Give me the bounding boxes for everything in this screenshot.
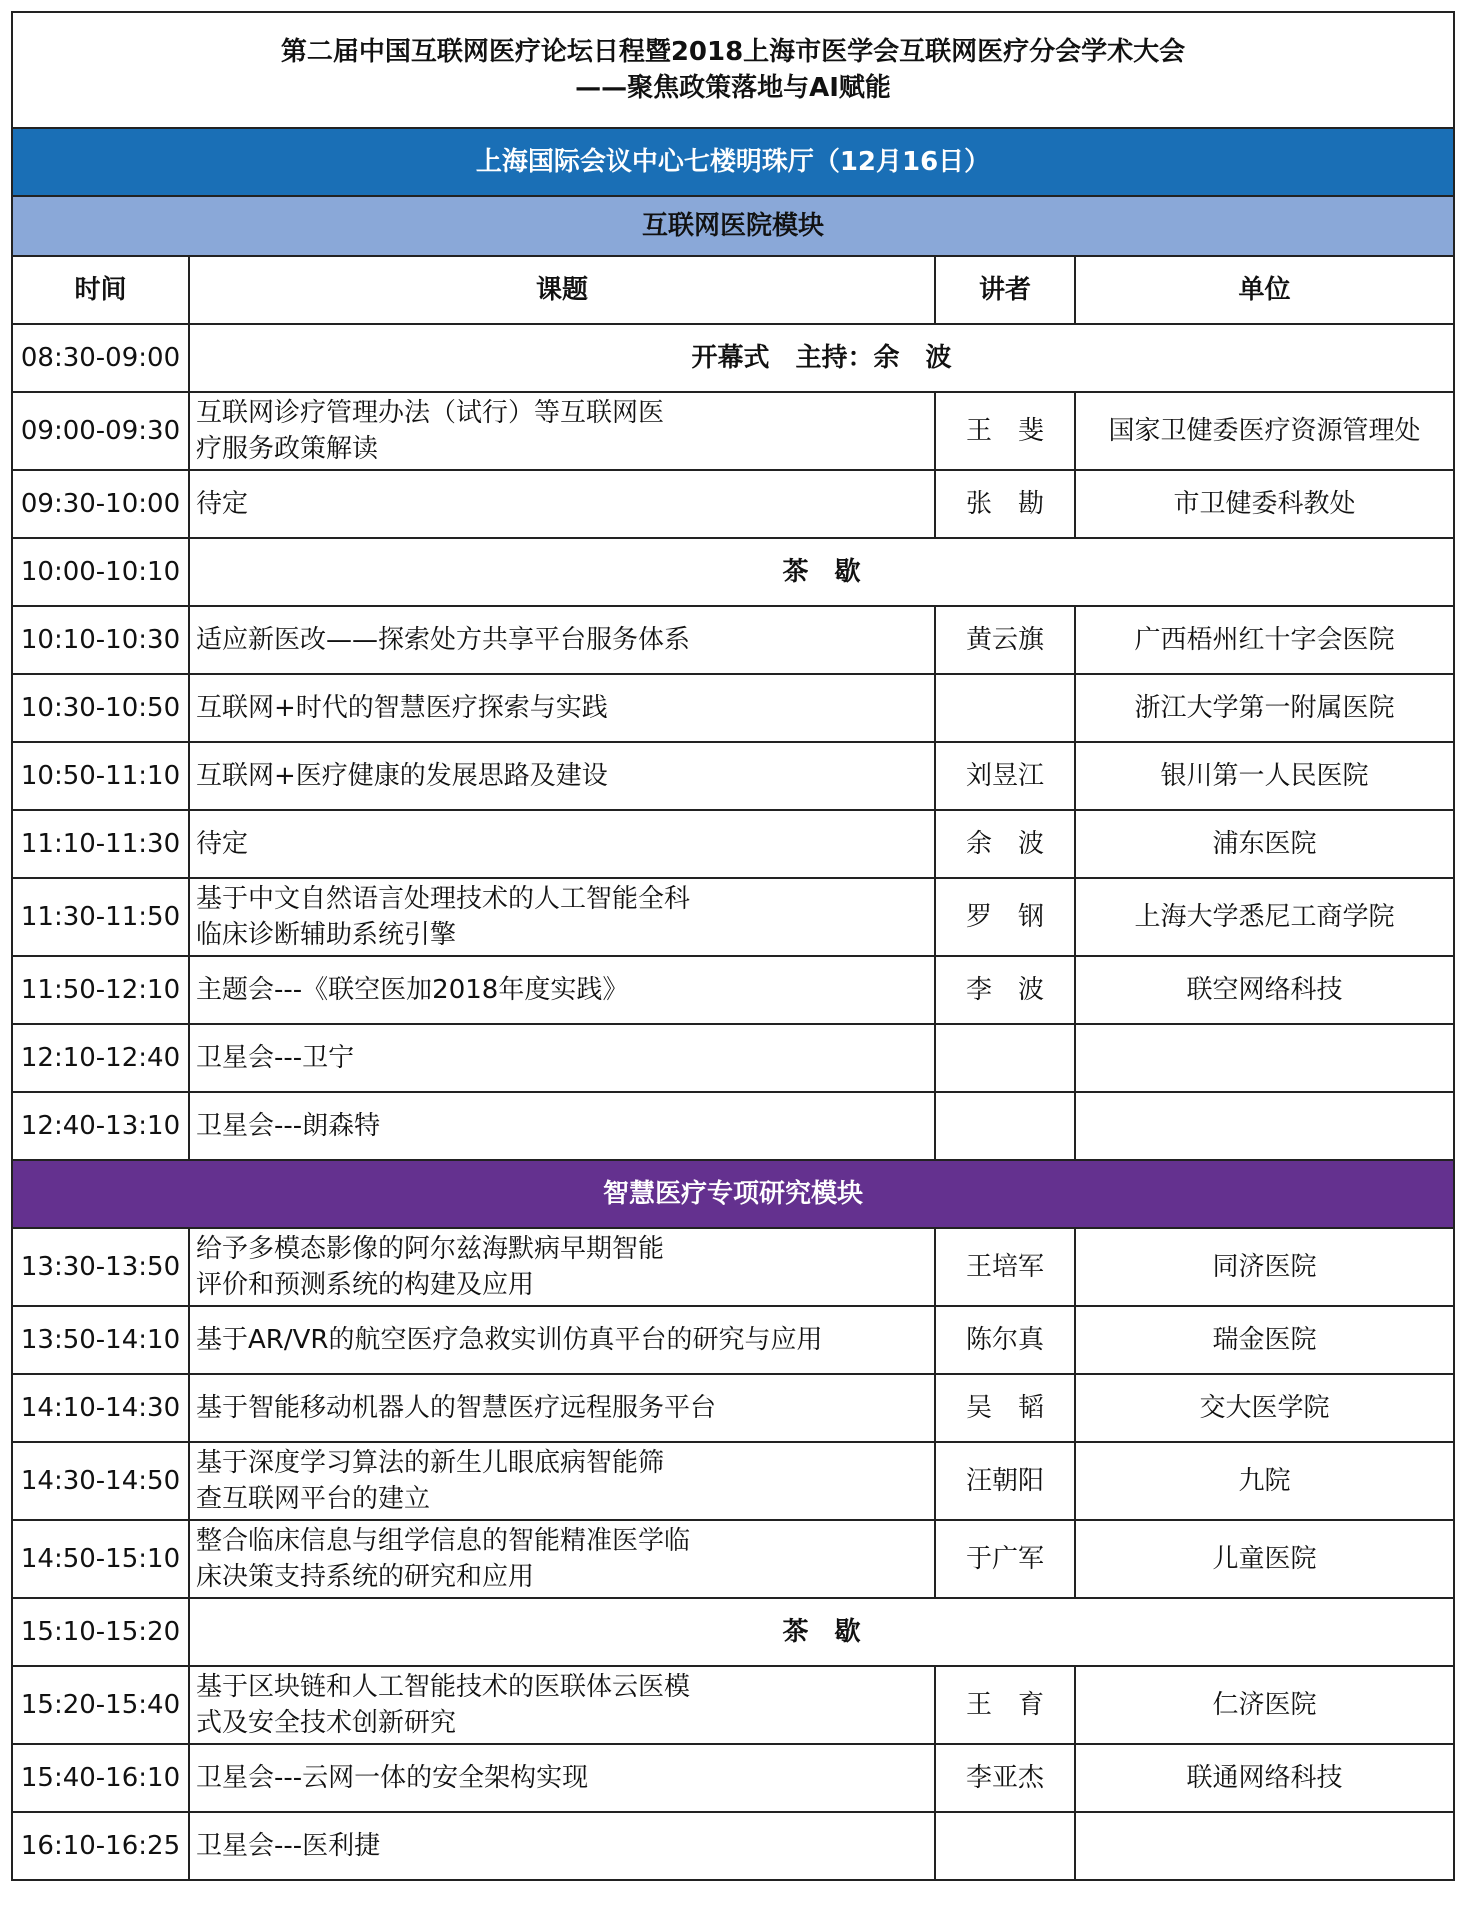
session-unit (1075, 1024, 1454, 1092)
session-time: 08:30-09:00 (12, 324, 189, 392)
session-speaker: 罗 钢 (935, 878, 1075, 956)
session-topic: 整合临床信息与组学信息的智能精准医学临 床决策支持系统的研究和应用 (189, 1520, 935, 1598)
session-row (12, 674, 1454, 742)
session-time: 15:10-15:20 (12, 1598, 189, 1666)
session-speaker: 张 勘 (935, 470, 1075, 538)
session-speaker: 王 斐 (935, 392, 1075, 470)
session-topic: 卫星会---云网一体的安全架构实现 (189, 1744, 935, 1812)
session-row (12, 1092, 1454, 1160)
session-time: 10:30-10:50 (12, 674, 189, 742)
session-topic: 卫星会---医利捷 (189, 1812, 935, 1880)
session-time: 09:30-10:00 (12, 470, 189, 538)
session-break-row (12, 324, 1454, 392)
session-unit: 联空网络科技 (1075, 956, 1454, 1024)
session-row (12, 810, 1454, 878)
schedule-body (12, 12, 1454, 1880)
session-topic: 待定 (189, 470, 935, 538)
session-topic: 基于智能移动机器人的智慧医疗远程服务平台 (189, 1374, 935, 1442)
session-time: 10:10-10:30 (12, 606, 189, 674)
title-row (12, 12, 1454, 128)
session-time: 14:50-15:10 (12, 1520, 189, 1598)
session-row (12, 1744, 1454, 1812)
session-topic: 主题会---《联空医加2018年度实践》 (189, 956, 935, 1024)
schedule-table (11, 11, 1455, 1881)
session-topic: 适应新医改——探索处方共享平台服务体系 (189, 606, 935, 674)
session-time: 15:20-15:40 (12, 1666, 189, 1744)
session-time: 11:10-11:30 (12, 810, 189, 878)
venue-banner: 上海国际会议中心七楼明珠厅（12月16日） (12, 128, 1454, 196)
session-unit: 市卫健委科教处 (1075, 470, 1454, 538)
session-speaker (935, 674, 1075, 742)
session-unit: 上海大学悉尼工商学院 (1075, 878, 1454, 956)
session-topic: 卫星会---朗森特 (189, 1092, 935, 1160)
session-break-label: 茶 歇 (189, 538, 1454, 606)
session-unit: 浙江大学第一附属医院 (1075, 674, 1454, 742)
session-speaker: 余 波 (935, 810, 1075, 878)
session-speaker: 汪朝阳 (935, 1442, 1075, 1520)
session-speaker (935, 1092, 1075, 1160)
session-topic: 互联网诊疗管理办法（试行）等互联网医 疗服务政策解读 (189, 392, 935, 470)
session-row (12, 392, 1454, 470)
session-speaker: 黄云旗 (935, 606, 1075, 674)
session-row (12, 470, 1454, 538)
session-row (12, 606, 1454, 674)
module-title-smart-medical: 智慧医疗专项研究模块 (12, 1160, 1454, 1228)
session-topic: 互联网+医疗健康的发展思路及建设 (189, 742, 935, 810)
session-speaker: 于广军 (935, 1520, 1075, 1598)
session-row (12, 742, 1454, 810)
session-break-label: 茶 歇 (189, 1598, 1454, 1666)
session-time: 13:50-14:10 (12, 1306, 189, 1374)
session-speaker: 王 育 (935, 1666, 1075, 1744)
session-unit: 九院 (1075, 1442, 1454, 1520)
session-speaker: 李亚杰 (935, 1744, 1075, 1812)
session-time: 14:30-14:50 (12, 1442, 189, 1520)
session-row (12, 1520, 1454, 1598)
title-line-2: ——聚焦政策落地与AI赋能 (575, 73, 891, 103)
title-line-1: 第二届中国互联网医疗论坛日程暨2018上海市医学会互联网医疗分会学术大会 (280, 37, 1186, 67)
session-time: 10:00-10:10 (12, 538, 189, 606)
session-topic: 互联网+时代的智慧医疗探索与实践 (189, 674, 935, 742)
session-row (12, 1442, 1454, 1520)
column-header-time: 时间 (12, 256, 189, 324)
session-topic: 给予多模态影像的阿尔兹海默病早期智能 评价和预测系统的构建及应用 (189, 1228, 935, 1306)
session-speaker (935, 1812, 1075, 1880)
column-header-row (12, 256, 1454, 324)
session-speaker: 李 波 (935, 956, 1075, 1024)
session-time: 14:10-14:30 (12, 1374, 189, 1442)
session-unit: 联通网络科技 (1075, 1744, 1454, 1812)
session-topic: 待定 (189, 810, 935, 878)
session-unit: 银川第一人民医院 (1075, 742, 1454, 810)
session-speaker: 刘昱江 (935, 742, 1075, 810)
module-row (12, 196, 1454, 256)
session-row (12, 1306, 1454, 1374)
module-row (12, 1160, 1454, 1228)
session-unit: 瑞金医院 (1075, 1306, 1454, 1374)
session-unit: 儿童医院 (1075, 1520, 1454, 1598)
session-time: 11:30-11:50 (12, 878, 189, 956)
session-row (12, 956, 1454, 1024)
session-unit: 广西梧州红十字会医院 (1075, 606, 1454, 674)
session-break-row (12, 538, 1454, 606)
session-unit (1075, 1812, 1454, 1880)
venue-row (12, 128, 1454, 196)
session-time: 12:40-13:10 (12, 1092, 189, 1160)
session-break-label: 开幕式 主持：余 波 (189, 324, 1454, 392)
session-topic: 基于AR/VR的航空医疗急救实训仿真平台的研究与应用 (189, 1306, 935, 1374)
session-unit: 国家卫健委医疗资源管理处 (1075, 392, 1454, 470)
session-time: 15:40-16:10 (12, 1744, 189, 1812)
session-topic: 卫星会---卫宁 (189, 1024, 935, 1092)
session-row (12, 1024, 1454, 1092)
session-time: 09:00-09:30 (12, 392, 189, 470)
conference-title (12, 12, 1454, 128)
session-speaker: 吴 韬 (935, 1374, 1075, 1442)
session-unit: 同济医院 (1075, 1228, 1454, 1306)
session-speaker: 陈尔真 (935, 1306, 1075, 1374)
session-row (12, 1228, 1454, 1306)
module-title-internet-hospital: 互联网医院模块 (12, 196, 1454, 256)
session-topic: 基于中文自然语言处理技术的人工智能全科 临床诊断辅助系统引擎 (189, 878, 935, 956)
session-speaker: 王培军 (935, 1228, 1075, 1306)
session-unit: 仁济医院 (1075, 1666, 1454, 1744)
session-time: 12:10-12:40 (12, 1024, 189, 1092)
session-row (12, 1666, 1454, 1744)
column-header-topic: 课题 (189, 256, 935, 324)
column-header-speaker: 讲者 (935, 256, 1075, 324)
session-row (12, 878, 1454, 956)
session-unit: 浦东医院 (1075, 810, 1454, 878)
session-unit (1075, 1092, 1454, 1160)
session-time: 11:50-12:10 (12, 956, 189, 1024)
session-row (12, 1374, 1454, 1442)
session-topic: 基于深度学习算法的新生儿眼底病智能筛 查互联网平台的建立 (189, 1442, 935, 1520)
session-row (12, 1812, 1454, 1880)
column-header-unit: 单位 (1075, 256, 1454, 324)
session-unit: 交大医学院 (1075, 1374, 1454, 1442)
session-time: 10:50-11:10 (12, 742, 189, 810)
session-topic: 基于区块链和人工智能技术的医联体云医模 式及安全技术创新研究 (189, 1666, 935, 1744)
session-time: 16:10-16:25 (12, 1812, 189, 1880)
session-speaker (935, 1024, 1075, 1092)
session-time: 13:30-13:50 (12, 1228, 189, 1306)
session-break-row (12, 1598, 1454, 1666)
